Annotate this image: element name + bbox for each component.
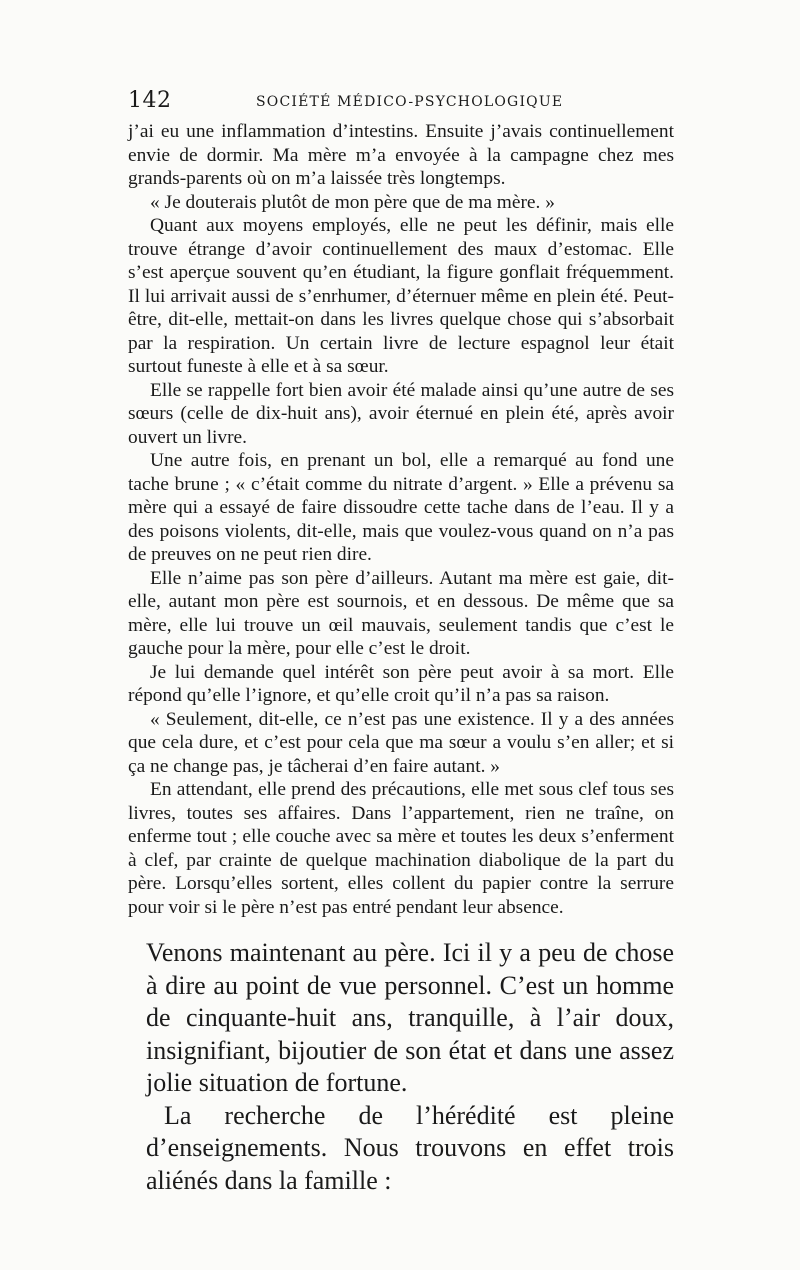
paragraph: Quant aux moyens employés, elle ne peut les définir, mais elle trouve étrange d’avoir continuellement des maux d’estomac. Elle s’est aperçue souvent qu’en étudiant, la figure gonflait fréquemment. Il lui arrivait aussi de s’enrhumer, d’éternuer même en plein été. Peut-être, dit-elle, mettait-on dans les livres quelque chose qui s’absorbait par la respiration. Un certain livre de lecture espagnol leur était surtout funeste à elle et à sa sœur. — [128, 215, 674, 377]
paragraph: « Je douterais plutôt de mon père que de ma mère. » — [150, 191, 555, 213]
large-print-section — [146, 937, 674, 1197]
small-print-section — [128, 120, 674, 919]
paragraph: Elle se rappelle fort bien avoir été malade ainsi qu’une autre de ses sœurs (celle de dix-huit ans), avoir éternué en plein été, après avoir ouvert un livre. — [128, 379, 674, 448]
paragraph: En attendant, elle prend des précautions, elle met sous clef tous ses livres, toutes ses affaires. Dans l’appartement, rien ne traîne, on enferme tout ; elle couche avec sa mère et toutes les deux s’enferment à clef, par crainte de quelque machination diabolique de la part du père. Lorsqu’elles sortent, elles collent du papier contre la serrure pour voir si le père n’est pas entré pendant leur absence. — [128, 779, 674, 918]
paragraph: Je lui demande quel intérêt son père peut avoir à sa mort. Elle répond qu’elle l’ignore, et qu’elle croit qu’il n’a pas sa raison. — [128, 661, 674, 706]
paragraph: Elle n’aime pas son père d’ailleurs. Autant ma mère est gaie, dit-elle, autant mon père est sournois, et en dessous. De même que sa mère, elle lui trouve un œil mauvais, seulement tandis que c’est le gauche pour la mère, pour elle c’est le droit. — [128, 567, 674, 659]
paragraph: La recherche de l’hérédité est pleine d’enseignements. Nous trouvons en effet trois aliénés dans la famille : — [146, 1100, 674, 1195]
paragraph: j’ai eu une inflammation d’intestins. Ensuite j’avais continuellement envie de dormir. Ma mère m’a envoyée à la campagne chez mes grands-parents où on m’a laissée très longtemps. — [128, 121, 674, 189]
running-head: SOCIÉTÉ MÉDICO-PSYCHOLOGIQUE — [256, 94, 564, 110]
paragraph: Venons maintenant au père. Ici il y a peu de chose à dire au point de vue personnel. C’est un homme de cinquante-huit ans, tranquille, à l’air doux, insignifiant, bijoutier de son état et dans une assez jolie situation de fortune. — [146, 938, 674, 1097]
paragraph: « Seulement, dit-elle, ce n’est pas une existence. Il y a des années que cela dure, et c’est pour cela que ma sœur a voulu s’en aller; et si ça ne change pas, je tâcherai d’en faire autant. » — [128, 708, 674, 777]
page-header — [128, 88, 674, 118]
paragraph: Une autre fois, en prenant un bol, elle a remarqué au fond une tache brune ; « c’était comme du nitrate d’argent. » Elle a prévenu sa mère qui a essayé de faire dissoudre cette tache dans de l’eau. Il y a des poisons violents, dit-elle, mais que voulez-vous quand on n’a pas de preuves on ne peut rien dire. — [128, 450, 674, 565]
page-number: 142 — [128, 88, 172, 113]
